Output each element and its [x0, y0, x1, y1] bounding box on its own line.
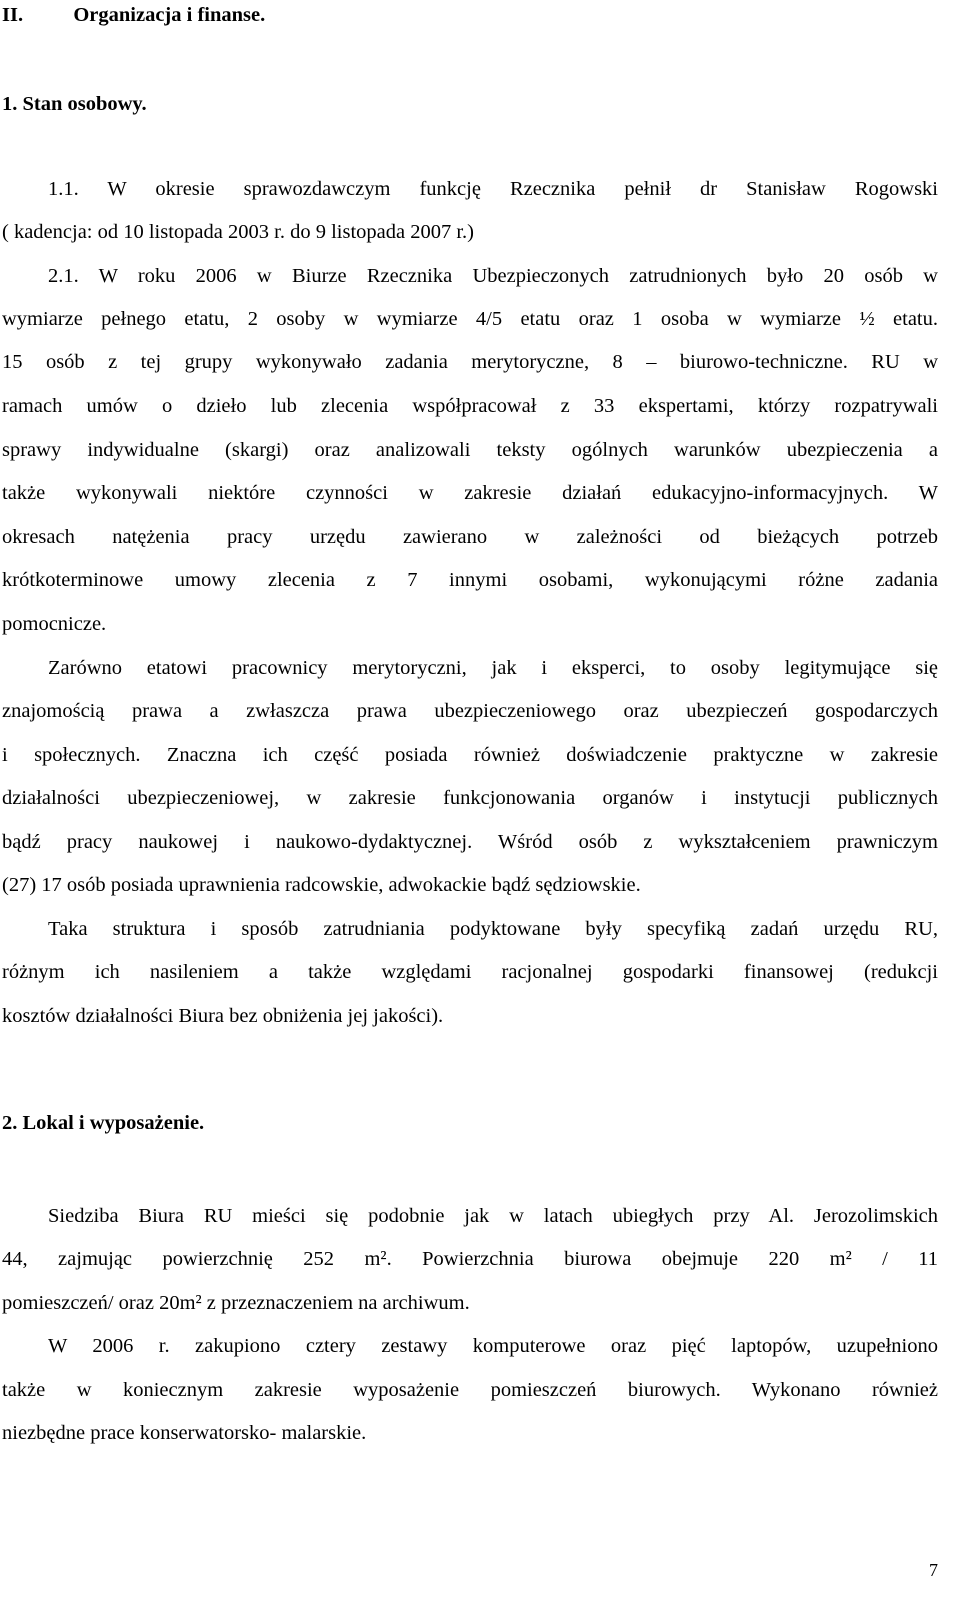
structure-line-1: Taka struktura i sposób zatrudniania podyktowane były specyfiką zadań urzędu RU, — [48, 918, 938, 940]
staff-line-1: Zarówno etatowi pracownicy merytoryczni, jak i eksperci, to osoby legitymujące się — [48, 657, 938, 679]
location-line-3: pomieszczeń/ oraz 20m² z przeznaczeniem na archiwum. — [2, 1292, 470, 1314]
page-number: 7 — [929, 1560, 938, 1580]
item-2-1-line-5: sprawy indywidualne (skargi) oraz analizowali teksty ogólnych warunków ubezpieczenia a — [2, 439, 938, 461]
equipment-line-1: W 2006 r. zakupiono cztery zestawy komputerowe oraz pięć laptopów, uzupełniono — [48, 1335, 938, 1357]
item-2-1-line-6: także wykonywali niektóre czynności w zakresie działań edukacyjno-informacyjnych. W — [2, 482, 938, 504]
staff-line-2: znajomością prawa a zwłaszcza prawa ubezpieczeniowego oraz ubezpieczeń gospodarczych — [2, 700, 938, 722]
item-1-1-line-1: 1.1. W okresie sprawozdawczym funkcję Rzecznika pełnił dr Stanisław Rogowski — [48, 178, 938, 200]
location-line-1: Siedziba Biura RU mieści się podobnie jak w latach ubiegłych przy Al. Jerozolimskich — [48, 1205, 938, 1227]
item-2-1-line-3: 15 osób z tej grupy wykonywało zadania merytoryczne, 8 – biurowo-techniczne. RU w — [2, 351, 938, 373]
item-2-1-line-4: ramach umów o dzieło lub zlecenia współpracował z 33 ekspertami, którzy rozpatrywali — [2, 395, 938, 417]
item-2-1-line-8: krótkoterminowe umowy zlecenia z 7 innymi osobami, wykonującymi różne zadania — [2, 569, 938, 591]
equipment-line-3: niezbędne prace konserwatorsko- malarskie. — [2, 1422, 367, 1444]
structure-line-3: kosztów działalności Biura bez obniżenia jej jakości). — [2, 1005, 444, 1027]
item-2-1-line-7: okresach natężenia pracy urzędu zawierano w zależności od bieżących potrzeb — [2, 526, 938, 548]
item-2-1-line-9: pomocnicze. — [2, 613, 107, 635]
subsection-1-heading: 1. Stan osobowy. — [2, 93, 147, 115]
section-number: II. — [2, 4, 24, 26]
structure-line-2: różnym ich nasileniem a także względami racjonalnej gospodarki finansowej (redukcji — [2, 961, 938, 983]
item-1-1-line-2: ( kadencja: od 10 listopada 2003 r. do 9 listopada 2007 r.) — [2, 221, 474, 243]
section-heading — [2, 2, 938, 28]
item-2-1-line-2: wymiarze pełnego etatu, 2 osoby w wymiarze 4/5 etatu oraz 1 osoba w wymiarze ½ etatu. — [2, 308, 938, 330]
location-line-2: 44, zajmując powierzchnię 252 m². Powierzchnia biurowa obejmuje 220 m² / 11 — [2, 1248, 938, 1270]
staff-line-3: i społecznych. Znaczna ich część posiada również doświadczenie praktyczne w zakresie — [2, 744, 938, 766]
equipment-line-2: także w koniecznym zakresie wyposażenie pomieszczeń biurowych. Wykonano również — [2, 1379, 938, 1401]
staff-line-5: bądź pracy naukowej i naukowo-dydaktycznej. Wśród osób z wykształceniem prawniczym — [2, 831, 938, 853]
section-title: Organizacja i finanse. — [73, 4, 266, 26]
staff-line-4: działalności ubezpieczeniowej, w zakresie funkcjonowania organów i instytucji publicznych — [2, 787, 938, 809]
staff-line-6: (27) 17 osób posiada uprawnienia radcowskie, adwokackie bądź sędziowskie. — [2, 874, 641, 896]
subsection-2-heading: 2. Lokal i wyposażenie. — [2, 1112, 205, 1134]
item-2-1-line-1: 2.1. W roku 2006 w Biurze Rzecznika Ubezpieczonych zatrudnionych było 20 osób w — [48, 265, 938, 287]
